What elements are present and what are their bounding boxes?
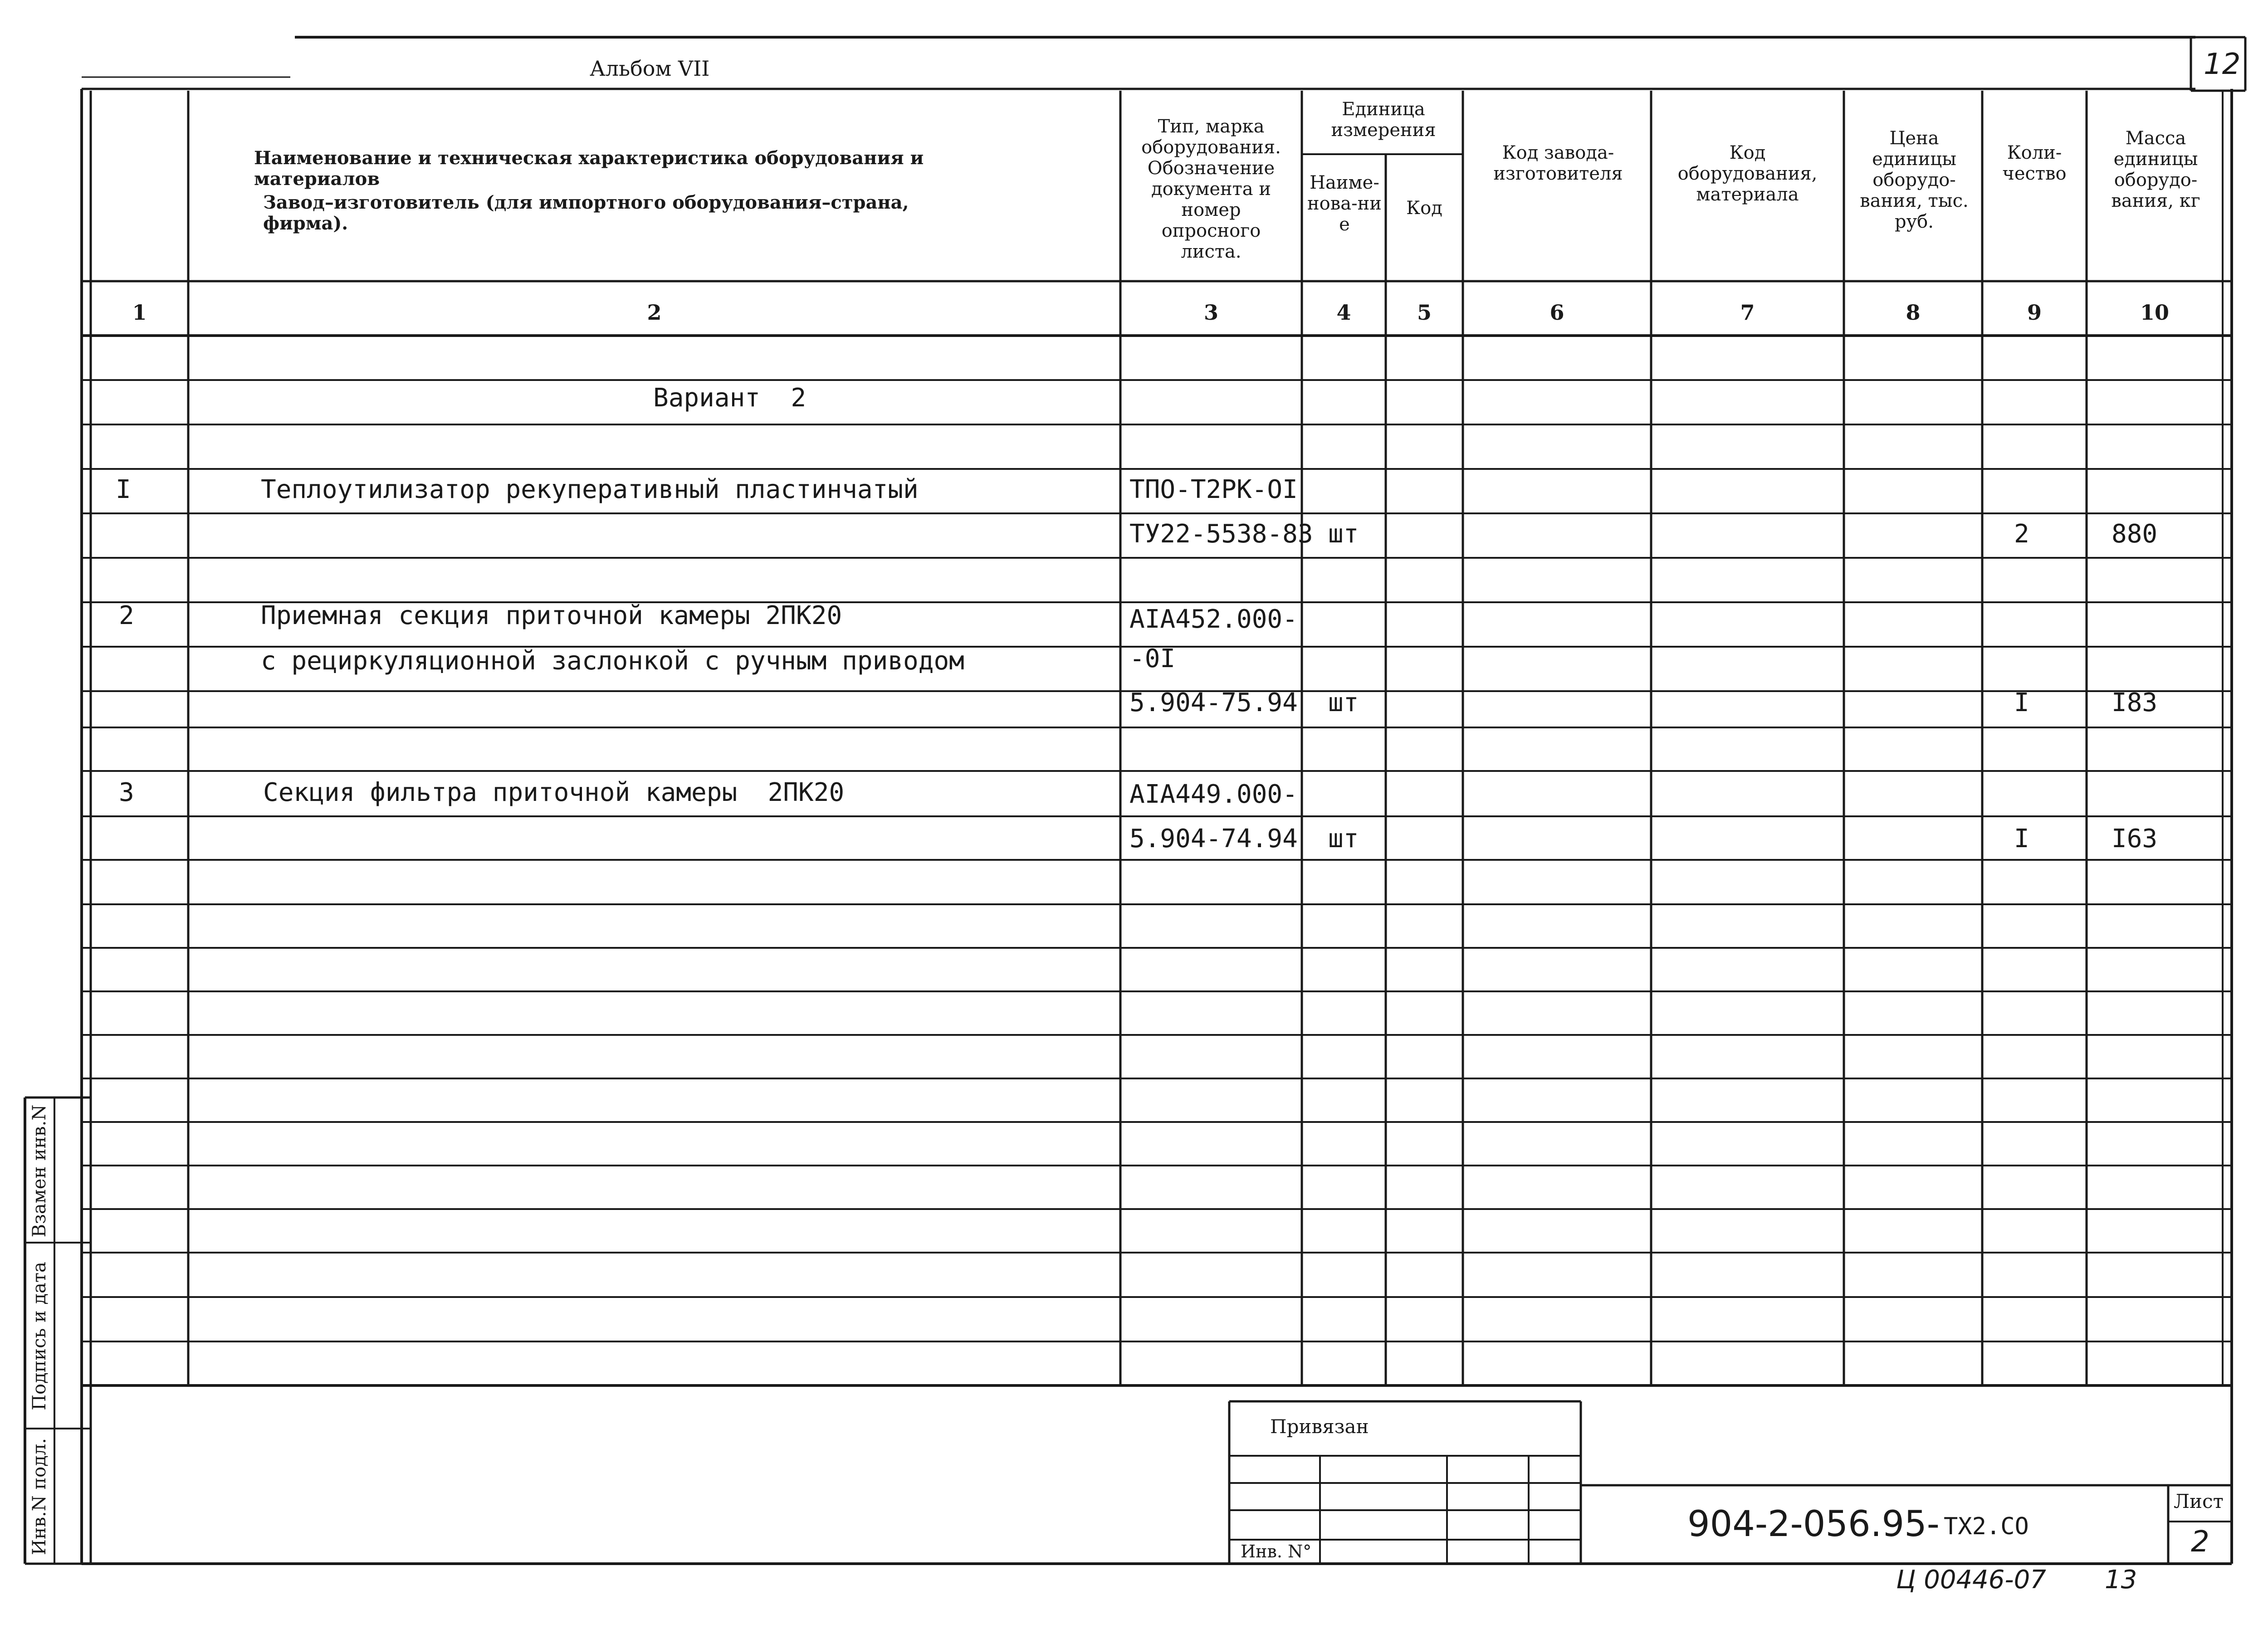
item-unit: шт	[1328, 519, 1359, 549]
title-block-privyazan: Привязан	[1270, 1415, 1369, 1438]
item-unit: шт	[1328, 824, 1359, 854]
item-unit: шт	[1328, 688, 1359, 717]
variant-title: Вариант 2	[653, 383, 807, 413]
album-label: Альбом VII	[590, 56, 710, 81]
archive-page: 13	[2105, 1565, 2137, 1595]
header-unit-group: Единица измерения	[1331, 99, 1436, 141]
item-position: I	[116, 475, 131, 504]
document-code: 904-2-056.95-	[1687, 1504, 1940, 1545]
sheet-corner-number: 12	[2204, 48, 2241, 81]
item-name: Секция фильтра приточной камеры 2ПК20	[263, 778, 845, 807]
sheet-number: 2	[2191, 1525, 2209, 1559]
header-col5: Код	[1406, 198, 1442, 219]
item-mass: 880	[2112, 519, 2158, 549]
column-number: 4	[1336, 300, 1351, 325]
item-type: 5.904-75.94	[1129, 688, 1298, 717]
item-type: АIА452.000-	[1129, 605, 1298, 634]
header-col3: Тип, марка оборудования. Обозначение документа и номер опросного листа.	[1141, 116, 1281, 262]
item-position: 2	[119, 601, 134, 630]
column-number: 2	[647, 300, 662, 325]
item-type: ТУ22-5538-83	[1129, 519, 1313, 549]
column-number: 1	[132, 300, 147, 325]
item-type: ТПО-Т2РК-ОI	[1129, 475, 1298, 504]
header-col2-line1: Наименование и техническая характеристика оборудования и материалов	[254, 147, 924, 190]
sheet-label: Лист	[2174, 1490, 2224, 1512]
header-col10: Масса единицы оборудо-вания, кг	[2111, 128, 2200, 211]
title-block-inv-no: Инв. N°	[1241, 1541, 1312, 1561]
item-qty: 2	[2014, 519, 2029, 549]
item-type: АIА449.000-	[1129, 780, 1298, 809]
column-number: 6	[1549, 300, 1564, 325]
header-col6: Код завода-изготовителя	[1493, 142, 1623, 184]
header-col4: Наиме-нова-ние	[1307, 172, 1382, 235]
header-col7: Код оборудования, материала	[1677, 142, 1818, 205]
item-qty: I	[2014, 824, 2029, 854]
column-number: 7	[1740, 300, 1755, 325]
item-type: -0I	[1129, 644, 1176, 673]
item-name: Приемная секция приточной камеры 2ПК20	[261, 601, 842, 630]
column-number: 3	[1203, 300, 1218, 325]
side-stamp-vzamen: Взамен инв.N	[29, 1104, 50, 1238]
header-col8: Цена единицы оборудо-вания, тыс. руб.	[1860, 128, 1969, 232]
document-suffix: ТХ2.СО	[1944, 1513, 2029, 1540]
column-number: 8	[1906, 300, 1921, 325]
side-stamp-inv-podl: Инв.N подл.	[29, 1438, 50, 1555]
item-name: с рециркуляционной заслонкой с ручным приводом	[261, 646, 964, 676]
item-qty: I	[2014, 688, 2029, 717]
column-number: 10	[2140, 300, 2169, 325]
archive-stamp: Ц 00446-07	[1896, 1565, 2046, 1595]
item-mass: I83	[2112, 688, 2158, 717]
item-name: Теплоутилизатор рекуперативный пластинчатый	[261, 475, 919, 504]
item-type: 5.904-74.94	[1129, 824, 1298, 854]
side-stamp-podpis-data: Подпись и дата	[29, 1262, 50, 1410]
item-mass: I63	[2112, 824, 2158, 854]
item-position: 3	[119, 778, 134, 807]
column-number: 5	[1417, 300, 1432, 325]
header-col9: Коли-чество	[2002, 142, 2067, 184]
column-number: 9	[2027, 300, 2042, 325]
header-col2-line2: Завод–изготовитель (для импортного оборудования–страна, фирма).	[263, 192, 909, 234]
